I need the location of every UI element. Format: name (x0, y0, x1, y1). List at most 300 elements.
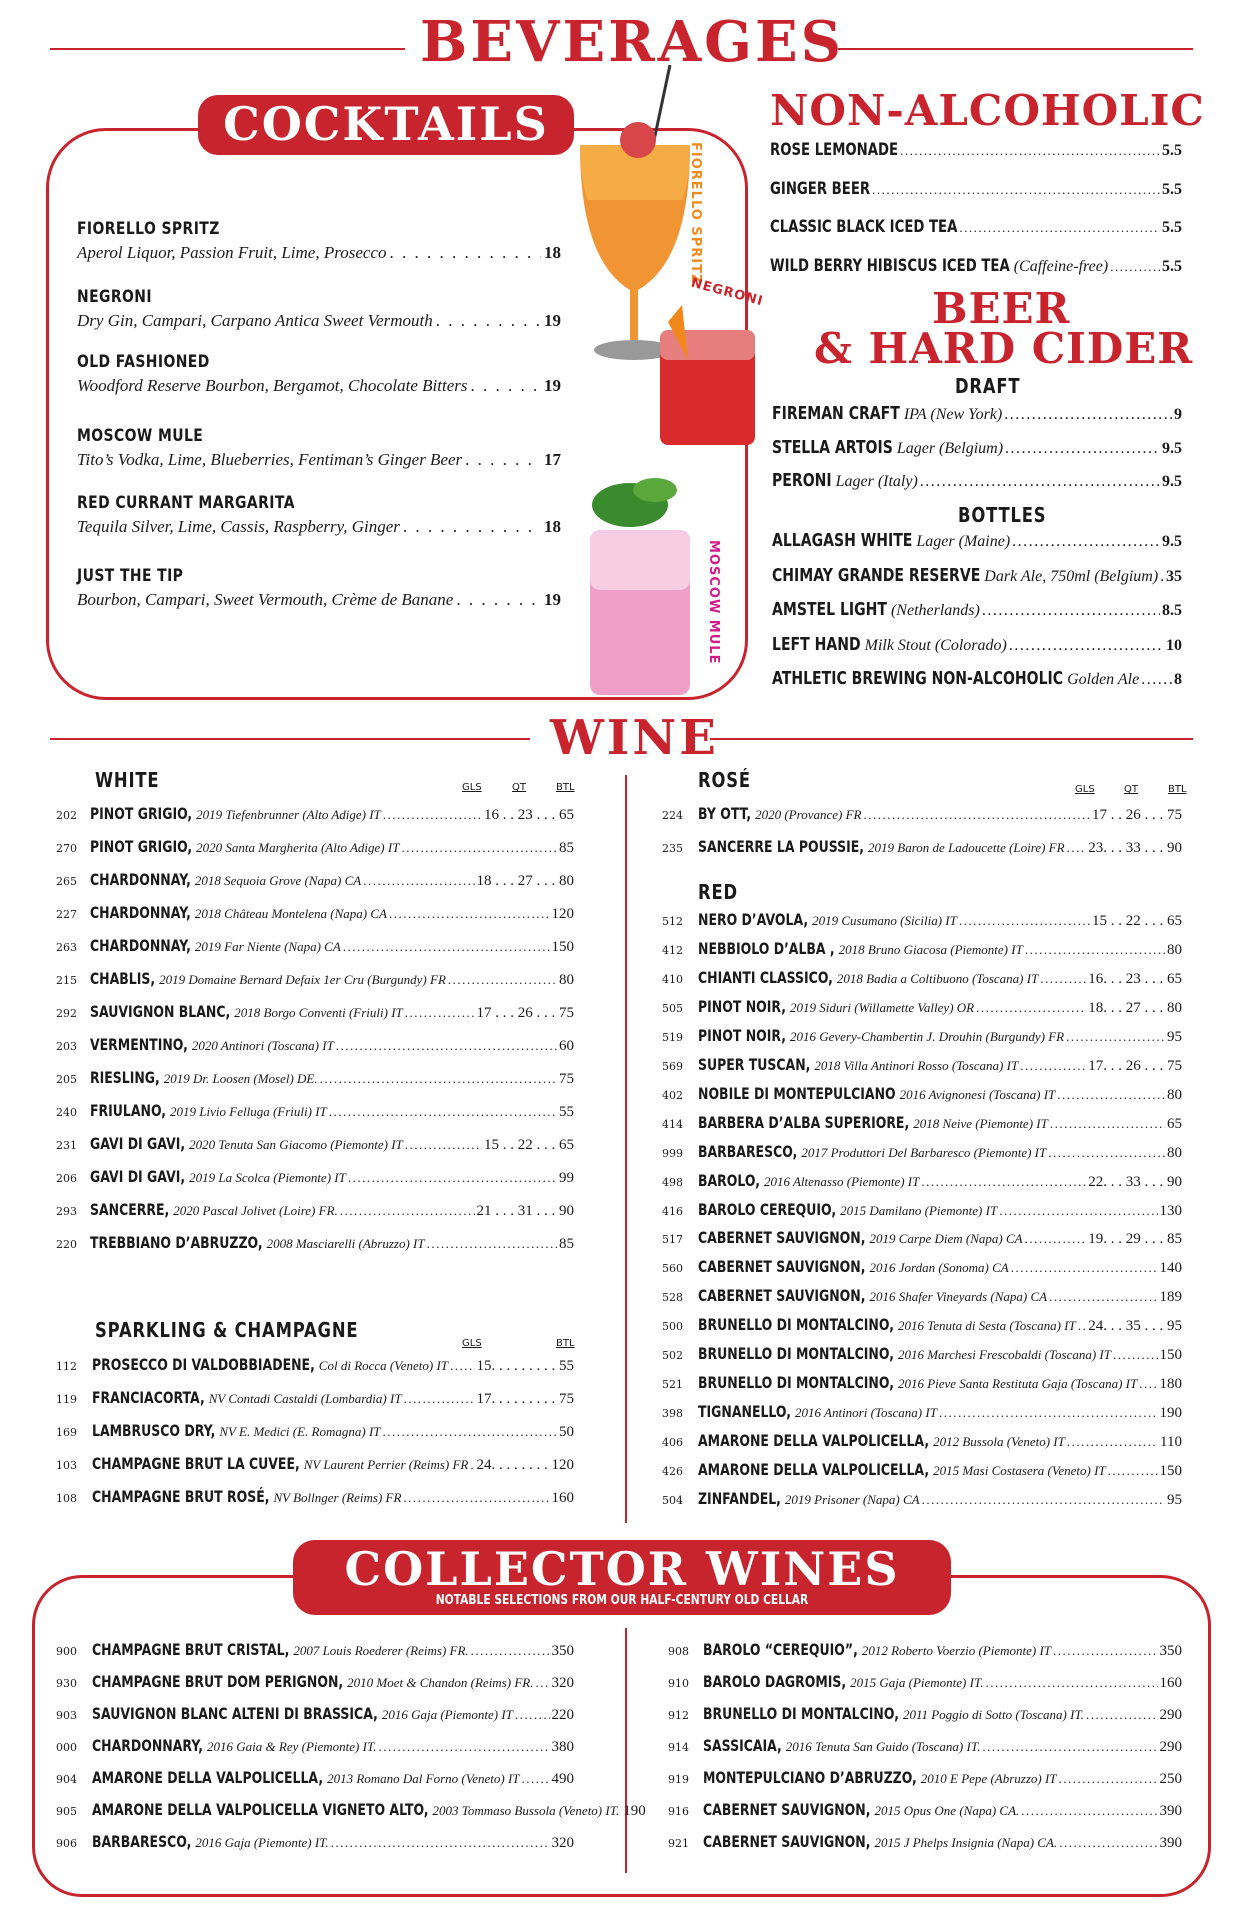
leader-dots (383, 1424, 557, 1440)
collector-wine-price: 320 (551, 1835, 574, 1851)
wine-rule-right (710, 738, 1193, 740)
red-wine-row (698, 1257, 1182, 1277)
red-wine-name: TIGNANELLO, (698, 1402, 792, 1422)
red-wine-name-wrap (698, 1084, 896, 1104)
draft-item-price: 9.5 (1162, 473, 1182, 490)
leader-dots (1059, 1771, 1158, 1787)
red-wine-price: 190 (1159, 1405, 1182, 1422)
cocktail-desc-row (77, 590, 561, 610)
red-wine-code: 512 (662, 915, 683, 928)
red-wine-code: 410 (662, 972, 683, 986)
leader-dots (535, 1675, 549, 1691)
collector-wine-code: 900 (56, 1645, 77, 1658)
red-wine-desc: 2012 Bussola (Veneto) IT (933, 1434, 1065, 1450)
leader-dots (999, 1203, 1157, 1219)
red-wine-name: BARBERA D’ALBA SUPERIORE, (698, 1112, 910, 1132)
sparkling-wine-price: 17. . . . . . . . . 75 (476, 1391, 574, 1407)
collector-column-divider (625, 1628, 627, 1873)
red-wine-code: 519 (662, 1030, 683, 1044)
red-wine-name: BARBARESCO, (698, 1141, 798, 1161)
white-wine-desc: 2019 Domaine Bernard Defaix 1er Cru (Burgundy) FR (159, 972, 446, 987)
red-wine-name: BAROLO, (698, 1170, 760, 1190)
red-wine-price: 19. . . 29 . . . 85 (1088, 1231, 1182, 1248)
white-wine-desc: 2018 Sequoia Grove (Napa) CA (194, 873, 362, 888)
leader-dots (401, 840, 557, 856)
white-wine-code: 215 (56, 974, 77, 987)
red-wine-price: 16. . . 23 . . . 65 (1088, 970, 1182, 987)
leader-dots (1108, 1463, 1158, 1479)
leader-dots (336, 1038, 557, 1054)
red-wine-desc: 2019 Prisoner (Napa) CA (784, 1492, 920, 1507)
cocktail-desc: Aperol Liquor, Passion Fruit, Lime, Prosecco (77, 243, 387, 262)
leader-dots (1009, 637, 1164, 655)
na-item-name-wrap (770, 217, 957, 237)
white-wine-name-wrap (90, 837, 192, 857)
leader-dots (1004, 406, 1172, 424)
na-item-price: 5.5 (1162, 219, 1182, 236)
collector-wine-desc: 2003 Tommaso Bussola (Veneto) IT. (432, 1803, 620, 1818)
red-wine-desc: 2018 Villa Antinori Rosso (Toscana) IT (814, 1057, 1019, 1073)
bottle-item-name-wrap (772, 565, 980, 586)
mule-photo-label: MOSCOW MULE (706, 540, 721, 665)
collector-wine-row (703, 1704, 1182, 1724)
red-wine-code: 498 (662, 1175, 683, 1189)
bottle-item-name: CHIMAY GRANDE RESERVE (772, 564, 981, 586)
collector-wine-row (92, 1832, 574, 1852)
red-wine-price: 18. . . 27 . . . 80 (1088, 999, 1182, 1016)
red-wine-code: 500 (662, 1320, 683, 1334)
red-heading: RED (698, 880, 738, 904)
red-wine-price: 189 (1159, 1289, 1182, 1306)
leader-dots (389, 243, 541, 263)
red-wine-row (698, 1228, 1182, 1248)
red-wine-code: 402 (662, 1088, 683, 1102)
leader-dots (982, 1739, 1157, 1755)
white-wine-desc: 2018 Château Montelena (Napa) CA (194, 906, 387, 921)
collector-wine-price: 490 (551, 1771, 574, 1787)
collector-wine-code: 921 (668, 1837, 689, 1850)
red-wine-code: 569 (662, 1059, 683, 1073)
rose-wine-name-wrap (698, 837, 864, 857)
collector-wine-name: AMARONE DELLA VALPOLICELLA VIGNETO ALTO, (92, 1800, 429, 1819)
collector-wine-row (703, 1768, 1182, 1788)
bottle-item-name: ALLAGASH WHITE (772, 530, 913, 551)
red-wine-code: 406 (662, 1436, 683, 1450)
bottle-item-desc: (Netherlands) (890, 602, 980, 619)
collector-wine-price: 220 (551, 1707, 574, 1723)
white-wine-name: CHARDONNAY, (90, 936, 191, 955)
red-wine-name-wrap (698, 1200, 836, 1220)
leader-dots (363, 873, 474, 889)
white-wine-row (90, 1134, 574, 1154)
leader-dots (470, 1457, 474, 1473)
leader-dots (1040, 971, 1086, 987)
cocktail-price: 19 (544, 376, 561, 395)
red-wine-desc: 2018 Badia a Coltibuono (Toscana) IT (836, 970, 1039, 986)
rose-wine-desc: 2019 Baron de Ladoucette (Loire) FR (868, 840, 1065, 855)
red-wine-desc: 2016 Shafer Vineyards (Napa) CA (869, 1289, 1048, 1305)
collector-wine-row (703, 1800, 1182, 1820)
leader-dots (1086, 1707, 1158, 1723)
sparkling-wine-desc: Col di Rocca (Veneto) IT (318, 1358, 449, 1373)
mule-glass-image (590, 478, 690, 695)
white-wine-row (90, 903, 574, 923)
cocktail-name: RED CURRANT MARGARITA (77, 493, 295, 513)
white-wine-desc: 2018 Borgo Conventi (Friuli) IT (234, 1005, 403, 1020)
red-wine-name-wrap (698, 1489, 781, 1509)
red-wine-name: BRUNELLO DI MONTALCINO, (698, 1344, 894, 1364)
collector-wine-desc: 2011 Poggio di Sotto (Toscana) IT. (902, 1707, 1084, 1722)
sparkling-wine-price: 15. . . . . . . . . 55 (476, 1358, 574, 1374)
sparkling-wine-code: 103 (56, 1459, 77, 1472)
white-wine-row (90, 1233, 574, 1253)
red-wine-name-wrap (698, 1142, 797, 1162)
red-wine-row (698, 1055, 1182, 1075)
beer-heading-line1: BEER (932, 284, 1071, 333)
collector-wine-row (92, 1768, 574, 1788)
sparkling-heading: SPARKLING & CHAMPAGNE (95, 1318, 359, 1342)
sparkling-wine-name: CHAMPAGNE BRUT LA CUVEE, (92, 1454, 300, 1473)
white-wine-name: CHARDONNAY, (90, 903, 191, 922)
white-wine-name-wrap (90, 936, 191, 956)
cocktail-desc-row (77, 243, 561, 263)
white-wine-code: 293 (56, 1205, 77, 1218)
red-wine-desc: 2019 Carpe Diem (Napa) CA (869, 1231, 1023, 1247)
collector-wine-name-wrap (703, 1640, 858, 1660)
red-wine-name-wrap (698, 1257, 865, 1277)
red-wine-name-wrap (698, 1402, 791, 1422)
leader-dots (1049, 1289, 1157, 1305)
leader-dots (329, 1104, 557, 1120)
title-rule-right (838, 48, 1193, 50)
collector-wine-code: 903 (56, 1709, 77, 1722)
wine-column-divider (625, 775, 627, 1523)
collector-wine-name: CHAMPAGNE BRUT CRISTAL, (92, 1640, 290, 1659)
collector-wine-name-wrap (703, 1768, 917, 1788)
red-wine-code: 517 (662, 1233, 683, 1247)
leader-dots (1059, 1835, 1157, 1851)
red-wine-row (698, 1084, 1182, 1104)
collector-wine-name: CABERNET SAUVIGNON, (703, 1800, 871, 1819)
rose-wine-row (698, 804, 1182, 824)
red-wine-desc: 2019 Siduri (Willamette Valley) OR (789, 999, 975, 1015)
red-wine-desc: 2016 Avignonesi (Toscana) IT (899, 1086, 1056, 1102)
bottle-item-name-wrap (772, 599, 887, 620)
white-wine-desc: 2019 Far Niente (Napa) CA (194, 939, 341, 954)
sparkling-wine-row (92, 1487, 574, 1507)
red-wine-row (698, 1142, 1182, 1162)
red-wine-name-wrap (698, 1315, 894, 1335)
red-wine-row (698, 968, 1182, 988)
sparkling-wine-desc: NV Laurent Perrier (Reims) FR (303, 1457, 469, 1472)
leader-dots (985, 1675, 1157, 1691)
cocktail-price: 19 (544, 311, 561, 330)
red-wine-name-wrap (698, 1026, 786, 1046)
leader-dots (1012, 533, 1160, 551)
leader-dots (1067, 1434, 1158, 1450)
draft-item-price: 9.5 (1162, 439, 1182, 457)
red-wine-row (698, 1402, 1182, 1422)
red-wine-price: 95 (1167, 1492, 1182, 1508)
collector-wine-code: 000 (56, 1741, 77, 1754)
leader-dots (403, 517, 541, 537)
spritz-photo-label: FIORELLO SPRITZ (688, 142, 703, 285)
bottle-item-price: 10 (1166, 636, 1182, 654)
cocktail-price: 19 (544, 590, 561, 609)
collector-wine-name: CABERNET SAUVIGNON, (703, 1832, 871, 1851)
red-wine-row (698, 1431, 1182, 1451)
red-wine-code: 502 (662, 1349, 683, 1363)
na-item-price: 5.5 (1162, 142, 1182, 159)
red-wine-code: 521 (662, 1378, 683, 1392)
cocktail-price: 17 (544, 450, 561, 469)
bottle-item-row (772, 668, 1182, 689)
red-wine-name: PINOT NOIR, (698, 996, 786, 1016)
red-wine-row (698, 1373, 1182, 1393)
red-wine-name: CABERNET SAUVIGNON, (698, 1286, 866, 1306)
red-wine-name: BRUNELLO DI MONTALCINO, (698, 1315, 894, 1335)
white-wine-code: 270 (56, 842, 77, 855)
white-wine-price: 85 (559, 840, 574, 856)
rose-wine-row (698, 837, 1182, 857)
white-wine-name: RIESLING, (90, 1068, 160, 1087)
bottle-item-row (772, 599, 1182, 620)
leader-dots (465, 450, 541, 470)
red-wine-row (698, 1113, 1182, 1133)
red-wine-price: 110 (1160, 1434, 1182, 1451)
draft-item-desc: IPA (New York) (903, 406, 1003, 423)
na-item-name-wrap (770, 179, 870, 199)
sparkling-wine-desc: NV Contadi Castaldi (Lombardia) IT (208, 1391, 402, 1406)
white-col-qt: QT (512, 782, 526, 793)
white-wine-price: 85 (559, 1236, 574, 1252)
non-alcoholic-heading: NON-ALCOHOLIC (770, 86, 1205, 135)
red-wine-desc: 2016 Tenuta di Sesta (Toscana) IT (897, 1318, 1076, 1334)
red-wine-price: 65 (1167, 1115, 1182, 1132)
sparkling-wine-price: 24. . . . . . . . 120 (476, 1457, 574, 1473)
collector-wine-name-wrap (703, 1672, 846, 1692)
white-wine-code: 231 (56, 1139, 77, 1152)
red-wine-desc: 2019 Cusumano (Sicilia) IT (812, 913, 957, 928)
white-col-gls: GLS (462, 782, 482, 793)
white-wine-name-wrap (90, 1167, 185, 1187)
title-rule-left (50, 48, 405, 50)
leader-dots (403, 1490, 549, 1506)
collector-wine-desc: 2015 J Phelps Insignia (Napa) CA. (874, 1835, 1058, 1850)
white-wine-code: 202 (56, 809, 77, 822)
red-wine-name-wrap (698, 1431, 929, 1451)
red-wine-row (698, 1026, 1182, 1046)
leader-dots (1113, 1347, 1158, 1363)
cocktail-desc: Tequila Silver, Lime, Cassis, Raspberry, Ginger (77, 517, 400, 536)
red-wine-desc: 2016 Antinori (Toscana) IT (795, 1405, 937, 1421)
white-wine-name-wrap (90, 1134, 185, 1154)
rose-wine-price: 23. . . 33 . . . 90 (1088, 840, 1182, 856)
collector-wine-desc: 2010 Moet & Chandon (Reims) FR. (347, 1675, 534, 1690)
leader-dots (389, 906, 550, 922)
leader-dots (976, 1000, 1086, 1016)
collector-wine-desc: 2016 Tenuta San Guido (Toscana) IT. (785, 1739, 981, 1754)
white-wine-name-wrap (90, 1035, 188, 1055)
white-wine-desc: 2020 Tenuta San Giacomo (Piemonte) IT (189, 1137, 403, 1152)
bottles-heading: BOTTLES (958, 503, 1047, 527)
red-wine-price: 130 (1159, 1202, 1182, 1219)
white-wine-row (90, 1101, 574, 1121)
sparkling-col-btl: BTL (556, 1338, 575, 1349)
leader-dots (1066, 1029, 1165, 1045)
cocktail-desc: Dry Gin, Campari, Carpano Antica Sweet Vermouth (77, 311, 433, 330)
white-wine-name: PINOT GRIGIO, (90, 804, 193, 823)
draft-item-row (772, 403, 1182, 424)
white-wine-row (90, 870, 574, 890)
collector-wine-price: 390 (1159, 1803, 1182, 1819)
white-wine-code: 206 (56, 1172, 77, 1185)
bottle-item-desc: Golden Ale (1067, 671, 1140, 688)
bottle-item-row (772, 634, 1182, 655)
red-wine-name: CABERNET SAUVIGNON, (698, 1257, 866, 1277)
red-wine-price: 95 (1167, 1028, 1182, 1045)
leader-dots (939, 1405, 1158, 1421)
white-col-btl: BTL (556, 782, 575, 793)
leader-dots (320, 1071, 557, 1087)
red-wine-name: AMARONE DELLA VALPOLICELLA, (698, 1431, 930, 1451)
cocktail-price: 18 (544, 243, 561, 262)
white-wine-name-wrap (90, 969, 155, 989)
cocktail-name: MOSCOW MULE (77, 426, 204, 446)
beer-heading-line2: & HARD CIDER (814, 324, 1194, 373)
bottle-item-desc: Dark Ale, 750ml (Belgium) (984, 567, 1159, 585)
leader-dots (405, 1005, 475, 1021)
white-wine-name: GAVI DI GAVI, (90, 1134, 186, 1153)
white-wine-price: 18 . . . 27 . . . 80 (476, 873, 574, 889)
collector-wine-name-wrap (92, 1768, 323, 1788)
white-wine-price: 17 . . . 26 . . . 75 (476, 1005, 574, 1021)
white-wine-name: CHABLIS, (90, 969, 156, 988)
white-wine-code: 240 (56, 1106, 77, 1119)
bottle-item-name: LEFT HAND (772, 633, 861, 655)
white-wine-name-wrap (90, 870, 191, 890)
na-item-name: CLASSIC BLACK ICED TEA (770, 217, 958, 237)
collector-wine-code: 914 (668, 1741, 689, 1754)
red-wine-price: 150 (1159, 1347, 1182, 1364)
collector-wine-code: 916 (668, 1805, 689, 1818)
collector-wine-code: 905 (56, 1805, 77, 1818)
sparkling-wine-name-wrap (92, 1355, 315, 1375)
leader-dots (920, 473, 1160, 491)
red-wine-name: NOBILE DI MONTEPULCIANO (698, 1083, 896, 1103)
leader-dots (404, 1391, 475, 1407)
red-wine-name: BRUNELLO DI MONTALCINO, (698, 1373, 894, 1393)
white-wine-name-wrap (90, 1200, 169, 1220)
white-wine-name-wrap (90, 804, 192, 824)
wine-heading: WINE (550, 710, 719, 766)
bottle-item-price: 9.5 (1162, 533, 1182, 550)
cocktail-desc-row (77, 376, 561, 396)
red-wine-code: 416 (662, 1204, 683, 1218)
collector-wine-desc: 2015 Gaja (Piemonte) IT. (850, 1675, 984, 1690)
leader-dots (982, 602, 1160, 620)
leader-dots (1053, 1643, 1157, 1659)
leader-dots (1021, 1803, 1157, 1819)
red-wine-name-wrap (698, 1171, 760, 1191)
white-wine-name: CHARDONNAY, (90, 870, 191, 889)
red-wine-row (698, 1171, 1182, 1191)
sparkling-wine-code: 119 (56, 1393, 77, 1406)
cocktail-photos (560, 60, 780, 710)
white-wine-row (90, 1035, 574, 1055)
white-wine-price: 150 (551, 939, 574, 955)
collector-wine-name-wrap (703, 1832, 870, 1852)
leader-dots (436, 311, 541, 331)
sparkling-wine-row (92, 1421, 574, 1441)
red-wine-name-wrap (698, 997, 786, 1017)
red-wine-price: 80 (1167, 941, 1182, 958)
sparkling-wine-name: FRANCIACORTA, (92, 1388, 205, 1407)
collector-wine-desc: 2007 Louis Roederer (Reims) FR. (293, 1643, 469, 1658)
cocktail-desc: Woodford Reserve Bourbon, Bergamot, Chocolate Bitters (77, 376, 468, 395)
cocktail-desc: Tito’s Vodka, Lime, Blueberries, Fentiman’s Ginger Beer (77, 450, 463, 469)
collector-wine-price: 190 (623, 1803, 646, 1819)
red-wine-row (698, 997, 1182, 1017)
leader-dots (900, 143, 1160, 159)
collector-wine-price: 350 (551, 1643, 574, 1659)
white-wine-row (90, 1068, 574, 1088)
draft-item-name: PERONI (772, 470, 832, 491)
cocktail-name: FIORELLO SPRITZ (77, 219, 220, 239)
bottle-item-row (772, 530, 1182, 551)
na-item-price: 5.5 (1162, 257, 1182, 275)
leader-dots (1139, 1376, 1157, 1392)
bottle-item-price: 35 (1166, 567, 1182, 585)
collector-wine-code: 908 (668, 1645, 689, 1658)
sparkling-col-gls: GLS (462, 1338, 482, 1349)
collector-wine-name-wrap (92, 1736, 203, 1756)
collector-wine-row (703, 1736, 1182, 1756)
white-wine-desc: 2019 Tiefenbrunner (Alto Adige) IT (196, 807, 381, 822)
leader-dots (448, 972, 557, 988)
draft-item-name-wrap (772, 470, 832, 491)
red-wine-desc: 2016 Altenasso (Piemonte) IT (763, 1173, 920, 1189)
sparkling-wine-price: 50 (559, 1424, 574, 1440)
white-wine-desc: 2020 Antinori (Toscana) IT (191, 1038, 334, 1053)
leader-dots (1048, 1145, 1165, 1161)
collector-wine-code: 912 (668, 1709, 689, 1722)
collector-wine-name-wrap (703, 1704, 899, 1724)
white-wine-name-wrap (90, 1233, 263, 1253)
na-item-name: WILD BERRY HIBISCUS ICED TEA (770, 255, 1010, 276)
na-item-row (770, 140, 1182, 160)
bottle-item-row (772, 565, 1182, 586)
cocktails-heading: COCKTAILS (198, 95, 574, 155)
red-wine-desc: 2018 Neive (Piemonte) IT (913, 1115, 1048, 1131)
collector-wine-desc: 2012 Roberto Voerzio (Piemonte) IT (861, 1643, 1052, 1658)
red-wine-name-wrap (698, 1113, 909, 1133)
collector-wine-price: 290 (1159, 1739, 1182, 1755)
leader-dots (1025, 942, 1165, 958)
collector-wine-name: BAROLO DAGROMIS, (703, 1672, 847, 1691)
rose-wine-code: 235 (662, 842, 683, 855)
collector-wine-code: 904 (56, 1773, 77, 1786)
na-item-name: GINGER BEER (770, 178, 871, 199)
draft-item-name: FIREMAN CRAFT (772, 403, 900, 424)
red-wine-code: 504 (662, 1494, 683, 1507)
red-wine-price: 15 . . 22 . . . 65 (1092, 913, 1182, 929)
white-wine-price: 55 (559, 1104, 574, 1120)
leader-dots (1078, 1318, 1087, 1334)
red-wine-name: BAROLO CEREQUIO, (698, 1199, 837, 1219)
leader-dots (522, 1771, 550, 1787)
leader-dots (959, 913, 1090, 929)
